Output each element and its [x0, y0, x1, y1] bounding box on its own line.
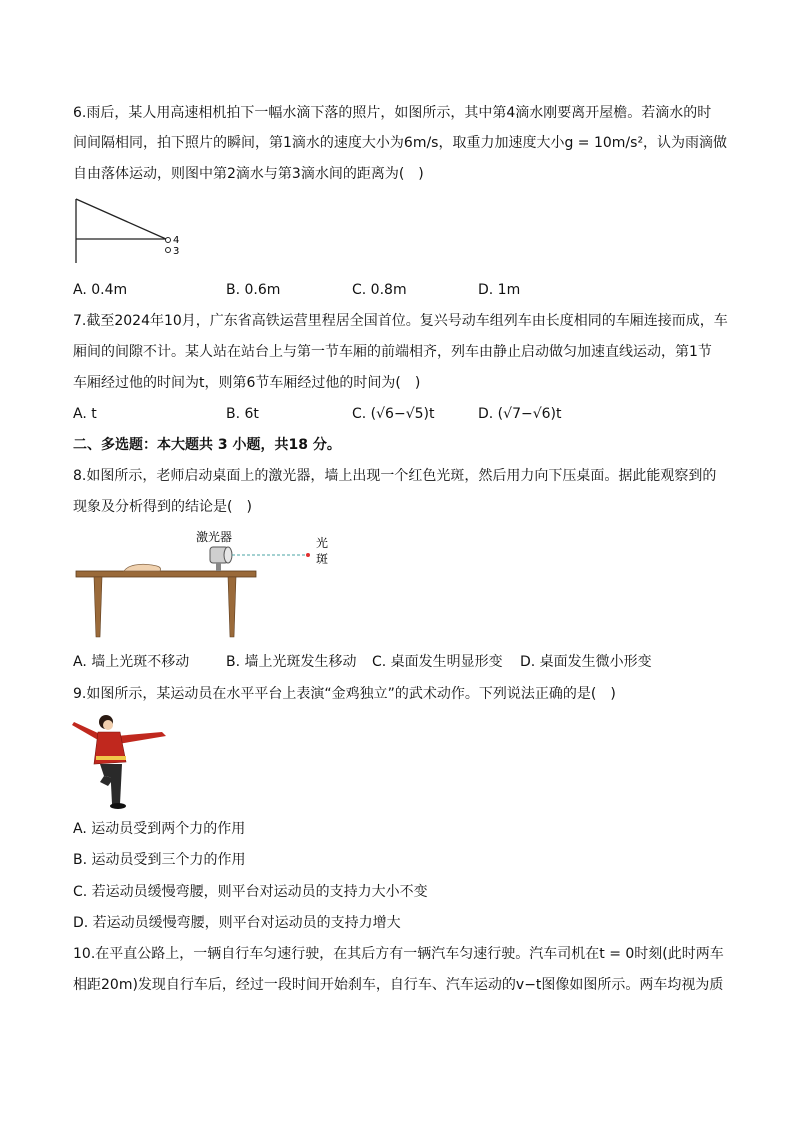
q10-line-1: 10.在平直公路上，一辆自行车匀速行驶，在其后方有一辆汽车匀速行驶。汽车司机在t = 0时刻(此时两车: [73, 946, 724, 962]
roof-slope-line: [76, 199, 166, 239]
arm-right: [116, 732, 166, 744]
light-spot: [306, 553, 310, 557]
q9-line-1: 9.如图所示，某运动员在水平平台上表演“金鸡独立”的武术动作。下列说法正确的是( ): [73, 686, 616, 702]
drop-4: [166, 238, 171, 243]
hand-icon: [124, 564, 161, 571]
q8-option-b[interactable]: B. 墙上光斑发生移动: [226, 654, 357, 670]
q8-line-2: 现象及分析得到的结论是( ): [73, 499, 252, 515]
q7-option-c[interactable]: C. (√6−√5)t: [352, 406, 435, 422]
q8-option-a[interactable]: A. 墙上光斑不移动: [73, 654, 190, 670]
table-top: [76, 571, 256, 577]
belt: [96, 756, 126, 760]
q9-option-c[interactable]: C. 若运动员缓慢弯腰，则平台对运动员的支持力大小不变: [73, 884, 428, 900]
q8-option-d[interactable]: D. 桌面发生微小形变: [520, 654, 652, 670]
drop-3-label: 3: [173, 246, 180, 257]
q6-eave-drops-figure: [70, 195, 190, 267]
table-leg-left: [94, 577, 102, 637]
q6-line-2: 间间隔相同，拍下照片的瞬间，第1滴水的速度大小为6m/s，取重力加速度大小g = 10m/s²，认为雨滴做: [73, 135, 728, 151]
shoe: [110, 803, 126, 809]
q7-line-3: 车厢经过他的时间为t，则第6节车厢经过他的时间为( ): [73, 375, 421, 391]
q10-line-2: 相距20m)发现自行车后，经过一段时间开始刹车，自行车、汽车运动的v−t图像如图所示。两车均视为质: [73, 977, 724, 993]
laser-stand: [216, 563, 221, 571]
q7-line-2: 厢间的间隙不计。某人站在站台上与第一节车厢的前端相齐，列车由静止启动做匀加速直线运动，第1节: [73, 344, 712, 360]
table-leg-right: [228, 577, 236, 637]
q8-option-c[interactable]: C. 桌面发生明显形变: [372, 654, 503, 670]
q7-option-b[interactable]: B. 6t: [226, 406, 259, 422]
standing-leg: [110, 764, 122, 804]
q9-option-d[interactable]: D. 若运动员缓慢弯腰，则平台对运动员的支持力增大: [73, 915, 401, 931]
q6-option-b[interactable]: B. 0.6m: [226, 282, 281, 298]
q6-option-c[interactable]: C. 0.8m: [352, 282, 407, 298]
q9-martial-artist-figure: [70, 712, 175, 812]
drop-4-label: 4: [173, 235, 180, 246]
q7-option-d[interactable]: D. (√7−√6)t: [478, 406, 562, 422]
q8-line-1: 8.如图所示，老师启动桌面上的激光器，墙上出现一个红色光斑，然后用力向下压桌面。据此能观察到的: [73, 468, 717, 484]
drop-3: [166, 248, 171, 253]
q8-laser-table-figure: [70, 527, 350, 642]
q6-option-a[interactable]: A. 0.4m: [73, 282, 128, 298]
laser-label: 激光器: [196, 530, 233, 544]
q6-line-3: 自由落体运动，则图中第2滴水与第3滴水间的距离为( ): [73, 166, 424, 182]
spot-label-1: 光: [316, 536, 329, 550]
q7-option-a[interactable]: A. t: [73, 406, 97, 422]
q7-line-1: 7.截至2024年10月，广东省高铁运营里程居全国首位。复兴号动车组列车由长度相同的车厢连接而成，车: [73, 313, 728, 329]
laser-lens: [224, 547, 232, 563]
q9-option-b[interactable]: B. 运动员受到三个力的作用: [73, 852, 246, 868]
q9-option-a[interactable]: A. 运动员受到两个力的作用: [73, 821, 246, 837]
section-header-multi-choice: 二、多选题：本大题共 3 小题，共18 分。: [73, 437, 341, 453]
q6-line-1: 6.雨后，某人用高速相机拍下一幅水滴下落的照片，如图所示，其中第4滴水刚要离开屋檐。若滴水的时: [73, 105, 712, 121]
arm-left: [72, 722, 100, 740]
face: [103, 720, 113, 730]
q6-option-d[interactable]: D. 1m: [478, 282, 521, 298]
spot-label-2: 斑: [316, 552, 329, 566]
